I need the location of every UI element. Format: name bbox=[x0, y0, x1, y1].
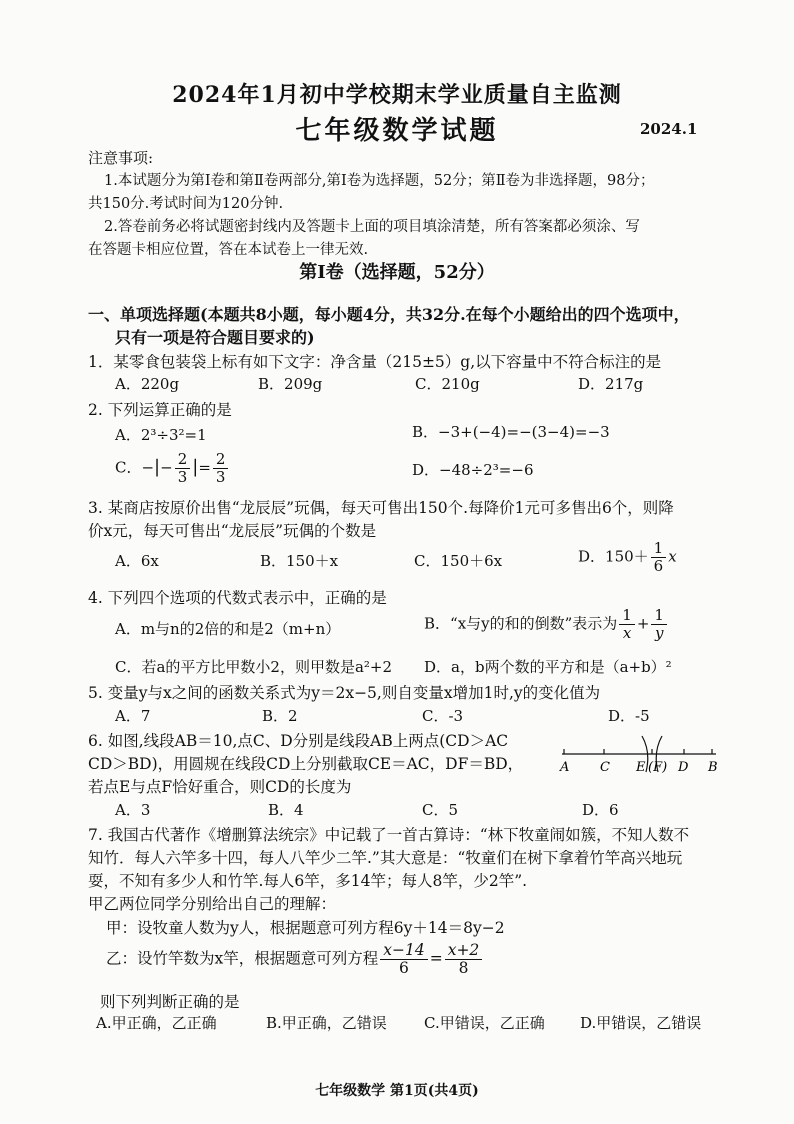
notes-line-3: 2.答卷前务必将试题密封线内及答题卡上面的项目填涂清楚，所有答案都必须涂、写 bbox=[104, 219, 640, 235]
label-f: (F) bbox=[648, 760, 668, 775]
section-heading: 第Ⅰ卷（选择题，52分） bbox=[299, 262, 495, 283]
question-2-option-d: D．−48÷2³=−6 bbox=[412, 461, 534, 479]
fraction-denominator: y bbox=[654, 624, 664, 642]
question-6-line-2: CD＞BD)，用圆规在线段CD上分别截取CE＝AC，DF＝BD， bbox=[88, 755, 524, 773]
question-4-option-c: C．若a的平方比甲数小2，则甲数是a²+2 bbox=[115, 658, 393, 676]
question-1-option-c: C．210g bbox=[415, 375, 480, 393]
fraction-denominator: 6 bbox=[399, 959, 409, 977]
question-7-option-a: A.甲正确，乙正确 bbox=[96, 1014, 217, 1032]
fraction-1-over-x bbox=[619, 607, 635, 642]
question-6-option-b: B．4 bbox=[268, 801, 304, 819]
segment-figure bbox=[556, 732, 726, 780]
question-3-option-b: B．150＋x bbox=[260, 552, 339, 570]
option-d-prefix: D．150＋ bbox=[578, 547, 649, 566]
fraction-numerator: 2 bbox=[175, 451, 191, 469]
exam-date: 2024.1 bbox=[640, 120, 698, 138]
question-7-line-2: 知竹．每人六竿多十四，每人八竿少二竿.”其大意是：“牧童们在树下拿着竹竿高兴地玩 bbox=[88, 849, 683, 867]
yi-fraction-right bbox=[445, 942, 483, 977]
question-5-option-b: B．2 bbox=[262, 707, 298, 725]
notes-line-2: 共150分.考试时间为120分钟. bbox=[88, 196, 284, 212]
exam-subtitle: 七年级数学试题 bbox=[295, 116, 499, 146]
question-7-yi bbox=[106, 942, 484, 977]
equals-sign: = bbox=[198, 458, 211, 477]
question-5-option-d: D．-5 bbox=[608, 707, 650, 725]
abs-bar-right: | bbox=[192, 456, 199, 478]
yi-fraction-left bbox=[380, 942, 427, 977]
fraction-denominator: 3 bbox=[215, 468, 226, 486]
page-footer: 七年级数学 第1页(共4页) bbox=[315, 1083, 479, 1099]
part1-heading-line-1: 一、单项选择题(本题共8小题，每小题4分，共32分.在每个小题给出的四个选项中， bbox=[88, 305, 690, 324]
question-5-option-a: A．7 bbox=[115, 707, 151, 725]
fraction-numerator: 2 bbox=[213, 451, 229, 469]
question-3-line-1: 3. 某商店按原价出售“龙辰辰”玩偶，每天可售出150个.每降价1元可多售出6个，则降 bbox=[88, 499, 674, 517]
exam-title: 2024年1月初中学校期末学业质量自主监测 bbox=[172, 82, 622, 108]
plus-sign: + bbox=[636, 614, 650, 633]
equals-sign: = bbox=[429, 949, 443, 968]
question-7-line-4: 甲乙两位同学分别给出自己的理解： bbox=[88, 895, 337, 913]
question-7-line-3: 耍，不知有多少人和竹竿.每人6竿，多14竿；每人8竿，少2竿”. bbox=[88, 872, 528, 890]
question-7-jia: 甲：设牧童人数为y人，根据题意可列方程6y＋14＝8y−2 bbox=[106, 919, 505, 937]
fraction-numerator: 1 bbox=[619, 607, 635, 625]
question-7-option-d: D.甲错误，乙错误 bbox=[580, 1014, 702, 1032]
question-1-option-a: A．220g bbox=[115, 375, 180, 393]
question-7-option-c: C.甲错误，乙正确 bbox=[424, 1014, 545, 1032]
question-3-line-2: 价x元，每天可售出“龙辰辰”玩偶的个数是 bbox=[88, 522, 377, 540]
label-a: A bbox=[560, 760, 570, 775]
question-2-option-b: B．−3+(−4)=−(3−4)=−3 bbox=[412, 423, 610, 441]
question-5-stem: 5. 变量y与x之间的函数关系式为y＝2x−5,则自变量x增加1时,y的变化值为 bbox=[88, 684, 601, 702]
fraction-denominator: 3 bbox=[177, 468, 188, 486]
question-6-line-3: 若点E与点F恰好重合，则CD的长度为 bbox=[88, 778, 352, 796]
part1-heading-line-2: 只有一项是符合题目要求的) bbox=[115, 328, 315, 347]
fraction-numerator: 1 bbox=[651, 607, 667, 625]
notes-heading: 注意事项: bbox=[88, 149, 154, 167]
question-4-option-b bbox=[424, 607, 669, 642]
label-b: B bbox=[708, 760, 718, 775]
option-d-variable: x bbox=[668, 547, 677, 566]
label-c: C bbox=[600, 760, 610, 775]
question-4-option-d: D．a，b两个数的平方和是（a+b）² bbox=[424, 658, 672, 676]
question-2-option-c-result bbox=[213, 451, 229, 486]
label-d: D bbox=[678, 760, 689, 775]
question-6-option-a: A．3 bbox=[115, 801, 151, 819]
question-3-option-d bbox=[578, 540, 677, 575]
question-4-option-a: A．m与n的2倍的和是2（m+n） bbox=[115, 620, 341, 638]
question-6-option-d: D．6 bbox=[582, 801, 619, 819]
fraction-denominator: 6 bbox=[653, 557, 664, 575]
question-5-option-c: C．-3 bbox=[422, 707, 464, 725]
question-7-judge: 则下列判断正确的是 bbox=[100, 993, 240, 1011]
question-7-line-1: 7. 我国古代著作《增删算法统宗》中记载了一首古算诗：“林下牧童闹如簇，不知人数不 bbox=[88, 826, 690, 844]
question-3-option-c: C．150＋6x bbox=[414, 552, 503, 570]
option-b-prefix: B．“x与y的和的倒数”表示为 bbox=[424, 614, 618, 633]
question-1-option-b: B．209g bbox=[258, 375, 323, 393]
label-e: E bbox=[636, 760, 646, 775]
question-2-option-a: A．2³÷3²=1 bbox=[115, 426, 207, 444]
fraction-numerator: x−14 bbox=[380, 942, 427, 960]
question-1-option-d: D．217g bbox=[578, 375, 644, 393]
question-2-stem: 2. 下列运算正确的是 bbox=[88, 401, 232, 419]
question-3-option-a: A．6x bbox=[115, 552, 159, 570]
fraction-numerator: x+2 bbox=[445, 942, 483, 960]
yi-prefix: 乙：设竹竿数为x竿，根据题意可列方程 bbox=[106, 949, 379, 968]
notes-line-1: 1.本试题分为第Ⅰ卷和第Ⅱ卷两部分,第Ⅰ卷为选择题，52分；第Ⅱ卷为非选择题，98分； bbox=[104, 173, 655, 189]
question-2-option-c-fraction bbox=[175, 451, 191, 486]
abs-bar-left: | bbox=[154, 456, 161, 478]
question-6-option-c: C．5 bbox=[422, 801, 459, 819]
question-2-option-c-label: C．− bbox=[115, 458, 155, 477]
fraction-numerator: 1 bbox=[651, 540, 667, 558]
notes-line-4: 在答题卡相应位置，答在本试卷上一律无效. bbox=[88, 242, 369, 258]
fraction-1-over-y bbox=[651, 607, 667, 642]
question-1-stem: 1．某零食包装袋上标有如下文字：净含量（215±5）g,以下容量中不符合标注的是 bbox=[88, 353, 662, 371]
question-4-stem: 4. 下列四个选项的代数式表示中，正确的是 bbox=[88, 589, 387, 607]
question-6-line-1: 6. 如图,线段AB＝10,点C、D分别是线段AB上两点(CD＞AC bbox=[88, 732, 509, 750]
question-2-option-c: C．−|− $\frac{2}{3}$ |= $\frac{2}{3}$ bbox=[115, 451, 230, 486]
fraction-denominator: x bbox=[622, 624, 632, 642]
option-d-fraction bbox=[651, 540, 667, 575]
question-7-option-b: B.甲正确，乙错误 bbox=[266, 1014, 387, 1032]
fraction-denominator: 8 bbox=[458, 959, 469, 977]
